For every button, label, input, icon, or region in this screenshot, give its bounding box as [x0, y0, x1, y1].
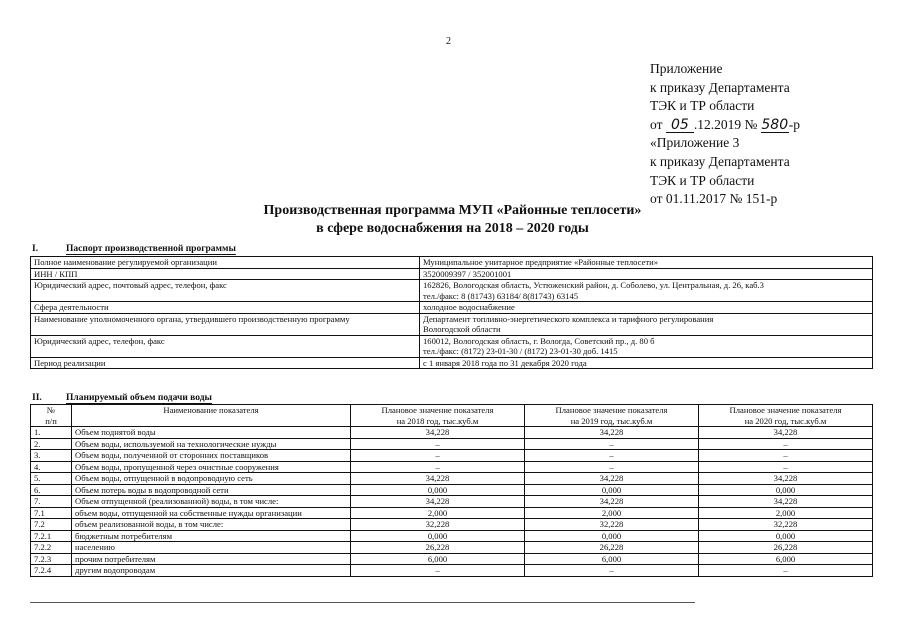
- table-row: [31, 484, 873, 496]
- col-header-2020: [699, 405, 873, 427]
- value-2019: 34,228: [525, 427, 699, 439]
- header-text: Плановое значение показателя: [729, 405, 842, 415]
- value-2019: –: [525, 450, 699, 462]
- row-number: 7.: [31, 496, 72, 508]
- indicator-name: населению: [72, 542, 351, 554]
- handwritten-order-number: 580: [761, 116, 789, 133]
- section-number: II.: [32, 393, 42, 403]
- value-2019: 0,000: [525, 484, 699, 496]
- value-2019: 26,228: [525, 542, 699, 554]
- value-2020: 2,000: [699, 507, 873, 519]
- value-2020: 6,000: [699, 553, 873, 565]
- value-2020: –: [699, 438, 873, 450]
- table-row: [31, 507, 873, 519]
- col-header-2018: [351, 405, 525, 427]
- value-2020: 34,228: [699, 496, 873, 508]
- row-number: 3.: [31, 450, 72, 462]
- row-number: 2.: [31, 438, 72, 450]
- header-text: на 2019 год, тыс.куб.м: [570, 415, 653, 426]
- value-2020: 34,228: [699, 427, 873, 439]
- header-text: Плановое значение показателя: [381, 405, 494, 415]
- passport-label: Наименование уполномоченного органа, утвердившего производственную программу: [31, 313, 420, 335]
- header-text: №: [46, 405, 56, 415]
- value-2018: –: [351, 461, 525, 473]
- indicator-name: Объем воды, отпущенной в водопроводную сеть: [72, 473, 351, 485]
- table-row: [31, 553, 873, 565]
- passport-value: [420, 280, 873, 302]
- passport-value-line: 162826, Вологодская область, Устюженский район, д. Соболево, ул. Центральная, д. 26, каб.3: [423, 280, 764, 290]
- passport-row: [31, 302, 873, 314]
- passport-value-line: 160012, Вологодская область, г. Вологда, Советский пр., д. 80 б: [423, 335, 655, 346]
- passport-value: [420, 268, 873, 280]
- table-row: [31, 542, 873, 554]
- water-volume-table: [30, 404, 873, 577]
- passport-label: Сфера деятельности: [31, 302, 420, 314]
- table-row: [31, 473, 873, 485]
- value-2018: 0,000: [351, 530, 525, 542]
- passport-label: Юридический адрес, почтовый адрес, телефон, факс: [31, 280, 420, 302]
- passport-value-line: Муниципальное унитарное предприятие «Районные теплосети»: [423, 257, 659, 267]
- passport-value-line: тел./факс: (8172) 23-01-30 / (8172) 23-01-30 доб. 1415: [423, 346, 618, 356]
- passport-label: Полное наименование регулируемой организации: [31, 257, 420, 269]
- table-row: [31, 519, 873, 531]
- value-2020: 0,000: [699, 484, 873, 496]
- value-2019: 6,000: [525, 553, 699, 565]
- table-row: [31, 450, 873, 462]
- value-2018: 34,228: [351, 427, 525, 439]
- passport-value: [420, 357, 873, 369]
- col-header-number: [31, 405, 72, 427]
- passport-value: [420, 257, 873, 269]
- appendix-line: к приказу Департамента: [650, 153, 790, 169]
- appendix-line: к приказу Департамента: [650, 79, 790, 95]
- value-2018: 26,228: [351, 542, 525, 554]
- passport-value-line: Вологодской области: [423, 324, 501, 334]
- indicator-name: Объем потерь воды в водопроводной сети: [72, 484, 351, 496]
- header-text: на 2018 год, тыс.куб.м: [396, 415, 479, 426]
- value-2018: –: [351, 438, 525, 450]
- row-number: 7.2: [31, 519, 72, 531]
- page-number: 2: [446, 36, 451, 47]
- value-2019: –: [525, 438, 699, 450]
- document-subtitle: в сфере водоснабжения на 2018 – 2020 годы: [316, 221, 589, 236]
- value-2018: –: [351, 450, 525, 462]
- handwritten-day: 05: [666, 119, 694, 133]
- col-header-name: Наименование показателя: [72, 405, 351, 427]
- indicator-name: бюджетным потребителям: [72, 530, 351, 542]
- appendix-line: «Приложение 3: [650, 135, 740, 151]
- row-number: 5.: [31, 473, 72, 485]
- table-row: [31, 438, 873, 450]
- section-2-heading: [32, 393, 212, 403]
- value-2018: 2,000: [351, 507, 525, 519]
- indicator-name: прочим потребителям: [72, 553, 351, 565]
- appendix-line: Приложение: [650, 61, 723, 76]
- table-row: [31, 496, 873, 508]
- passport-label: Юридический адрес, телефон, факс: [31, 335, 420, 357]
- indicator-name: другим водопроводам: [72, 565, 351, 577]
- value-2019: –: [525, 565, 699, 577]
- section-number: I.: [32, 244, 39, 254]
- section-title: Планируемый объем подачи воды: [66, 393, 212, 403]
- passport-label: Период реализации: [31, 357, 420, 369]
- passport-row: [31, 280, 873, 302]
- value-2019: 32,228: [525, 519, 699, 531]
- header-text: п/п: [45, 415, 57, 426]
- indicator-name: Объем отпущенной (реализованной) воды, в том числе:: [72, 496, 351, 508]
- value-2018: 6,000: [351, 553, 525, 565]
- header-text: Плановое значение показателя: [555, 405, 668, 415]
- value-2020: –: [699, 450, 873, 462]
- value-2018: –: [351, 565, 525, 577]
- value-2019: 2,000: [525, 507, 699, 519]
- appendix-line: от 01.11.2017 № 151-р: [650, 191, 778, 207]
- passport-row: [31, 257, 873, 269]
- row-number: 7.2.3: [31, 553, 72, 565]
- passport-label: ИНН / КПП: [31, 268, 420, 280]
- indicator-name: Объем воды, пропущенной через очистные сооружения: [72, 461, 351, 473]
- passport-value-line: с 1 января 2018 года по 31 декабря 2020 года: [423, 357, 587, 368]
- indicator-name: объем реализованной воды, в том числе:: [72, 519, 351, 531]
- value-2020: –: [699, 461, 873, 473]
- order-date-suffix: -р: [788, 116, 800, 132]
- row-number: 6.: [31, 484, 72, 496]
- value-2018: 0,000: [351, 484, 525, 496]
- passport-value-line: холодное водоснабжение: [423, 302, 515, 312]
- table-row: [31, 565, 873, 577]
- bottom-rule: [30, 602, 695, 603]
- row-number: 7.1: [31, 507, 72, 519]
- indicator-name: Объем воды, используемой на технологические нужды: [72, 438, 351, 450]
- passport-row: [31, 268, 873, 280]
- passport-value: [420, 335, 873, 357]
- passport-value-line: Департамент топливно-энергетического комплекса и тарифного регулирования: [423, 313, 714, 324]
- value-2020: 26,228: [699, 542, 873, 554]
- value-2019: 34,228: [525, 496, 699, 508]
- section-title: Паспорт производственной программы: [66, 244, 236, 254]
- passport-value: [420, 302, 873, 314]
- row-number: 7.2.2: [31, 542, 72, 554]
- indicator-name: Объем воды, полученной от сторонних поставщиков: [72, 450, 351, 462]
- value-2020: 34,228: [699, 473, 873, 485]
- appendix-block: [650, 60, 800, 209]
- order-date-mid: .12.2019 №: [693, 116, 758, 132]
- passport-value-line: тел./факс: 8 (81743) 63184/ 8(81743) 63145: [423, 290, 579, 301]
- section-1-heading: [32, 244, 236, 254]
- appendix-line: ТЭК и ТР области: [650, 172, 755, 188]
- row-number: 4.: [31, 461, 72, 473]
- document-title: Производственная программа МУП «Районные теплосети»: [263, 203, 642, 218]
- indicator-name: объем воды, отпущенной на собственные нужды организации: [72, 507, 351, 519]
- value-2020: 32,228: [699, 519, 873, 531]
- value-2019: –: [525, 461, 699, 473]
- order-date-prefix: от: [650, 116, 663, 132]
- value-2019: 0,000: [525, 530, 699, 542]
- appendix-line: ТЭК и ТР области: [650, 98, 755, 114]
- value-2019: 34,228: [525, 473, 699, 485]
- passport-value-line: 3520009397 / 352001001: [423, 268, 512, 279]
- passport-row: [31, 313, 873, 335]
- indicator-name: Объем поднятой воды: [72, 427, 351, 439]
- order-date-line: [650, 116, 800, 135]
- passport-table: [30, 256, 873, 369]
- row-number: 1.: [31, 427, 72, 439]
- col-header-2019: [525, 405, 699, 427]
- row-number: 7.2.1: [31, 530, 72, 542]
- header-text: на 2020 год, тыс.куб.м: [744, 415, 827, 426]
- value-2020: 0,000: [699, 530, 873, 542]
- value-2020: –: [699, 565, 873, 577]
- value-2018: 34,228: [351, 473, 525, 485]
- table-row: [31, 530, 873, 542]
- value-2018: 32,228: [351, 519, 525, 531]
- passport-value: [420, 313, 873, 335]
- row-number: 7.2.4: [31, 565, 72, 577]
- table-header-row: [31, 405, 873, 427]
- passport-row: [31, 357, 873, 369]
- table-row: [31, 461, 873, 473]
- passport-row: [31, 335, 873, 357]
- value-2018: 34,228: [351, 496, 525, 508]
- table-row: [31, 427, 873, 439]
